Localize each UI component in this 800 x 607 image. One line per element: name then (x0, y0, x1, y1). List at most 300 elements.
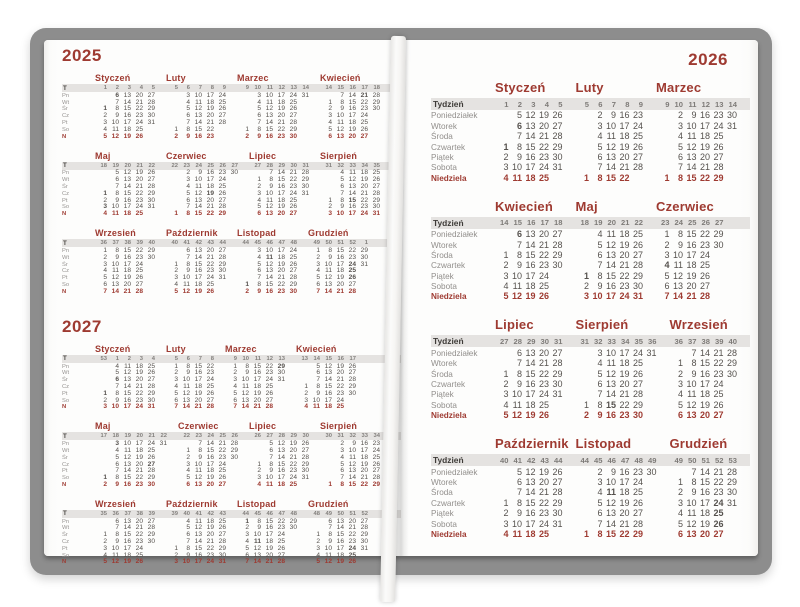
date-cell: 2 (503, 260, 509, 271)
date-cell: 6 (340, 182, 344, 190)
month-dates (576, 348, 657, 358)
week-number-row (62, 510, 401, 518)
date-cell: 1 (103, 105, 107, 113)
date-cell: 23 (713, 487, 724, 498)
day-row (431, 368, 750, 378)
day-label: Pt (62, 119, 68, 126)
month-column (670, 317, 738, 332)
week-label: Tydzień (433, 217, 464, 228)
date-cell: 22 (135, 531, 143, 539)
date-cell: 16 (605, 410, 616, 421)
date-cell: 11 (112, 125, 119, 133)
date-cell: 15 (348, 480, 356, 488)
year-title-2025: 2025 (62, 46, 102, 65)
week-number: 44 (242, 240, 249, 247)
date-cell: 22 (135, 105, 143, 113)
date-cell: 24 (360, 112, 368, 120)
date-cell: 14 (253, 558, 261, 566)
week-number: 42 (195, 240, 202, 247)
month-dates (576, 400, 657, 410)
date-cell: 26 (348, 274, 356, 282)
month-dates (95, 288, 155, 295)
date-cell: 13 (111, 280, 119, 288)
day-label: Wt (62, 525, 70, 532)
date-cell: 14 (277, 453, 285, 461)
date-cell: 16 (194, 369, 202, 377)
date-cell: 8 (186, 210, 190, 218)
date-cell (724, 529, 738, 539)
date-cell (643, 410, 657, 420)
date-cell: 8 (316, 382, 320, 390)
week-number: 36 (648, 336, 657, 346)
month-dates (576, 152, 644, 162)
date-cell: 20 (538, 120, 549, 131)
date-cell: 2 (677, 368, 683, 379)
date-cell: 25 (632, 487, 643, 498)
date-cell: 17 (525, 162, 536, 173)
date-cell: 16 (699, 487, 710, 498)
month-title: Czerwiec (656, 198, 714, 214)
date-cell: 22 (206, 210, 214, 218)
date-cell: 22 (206, 125, 214, 133)
date-cell: 18 (194, 382, 202, 390)
date-cell: 7 (316, 287, 320, 295)
date-cell: 14 (123, 382, 131, 390)
date-cell: 21 (713, 466, 724, 477)
calendar-band (62, 418, 401, 488)
date-cell: 8 (340, 196, 344, 204)
month-week-numbers (95, 240, 155, 246)
date-cell: 9 (677, 239, 683, 250)
month-dates (495, 508, 563, 518)
date-cell: 21 (686, 291, 697, 302)
week-number: 13 (301, 355, 308, 362)
left-page (44, 40, 401, 566)
date-cell: 4 (664, 260, 670, 271)
date-cell: 29 (552, 141, 563, 152)
date-cell: 15 (265, 280, 273, 288)
date-cell (576, 467, 590, 477)
week-number: 35 (100, 510, 107, 517)
date-cell: 13 (605, 508, 616, 519)
date-cell: 9 (186, 369, 190, 377)
date-cell: 12 (605, 239, 616, 250)
date-cell: 24 (289, 91, 297, 99)
month-title: Czerwiec (166, 150, 207, 161)
date-cell: 1 (316, 246, 320, 254)
date-cell: 4 (233, 382, 237, 390)
month-dates (95, 558, 155, 565)
week-number: 46 (266, 510, 273, 517)
date-cell: 3 (257, 474, 261, 482)
date-cell: 23 (713, 110, 724, 121)
date-cell: 10 (592, 291, 603, 302)
week-number: 39 (171, 510, 178, 517)
date-cell: 11 (606, 131, 616, 142)
week-number: 48 (313, 510, 320, 517)
date-cell (495, 229, 509, 239)
date-cell: 23 (277, 287, 285, 295)
day-label: Wtorek (431, 477, 457, 487)
date-cell: 9 (691, 110, 697, 121)
month-title-row (62, 341, 401, 354)
date-cell: 24 (135, 260, 143, 268)
date-cell: 7 (691, 466, 697, 477)
date-cell: 3 (257, 91, 261, 99)
date-cell: 27 (289, 210, 297, 218)
date-cell: 4 (677, 508, 683, 519)
date-cell: 9 (115, 196, 119, 204)
date-cell: 29 (277, 362, 285, 370)
date-cell: 1 (257, 460, 261, 468)
date-cell (656, 152, 670, 162)
week-number: 47 (621, 455, 630, 465)
date-cell: 14 (123, 98, 131, 106)
month-dates (576, 142, 644, 152)
date-cell: 16 (123, 253, 131, 261)
date-cell: 8 (328, 531, 332, 539)
month-column (495, 317, 563, 332)
date-cell: 1 (245, 517, 249, 525)
week-label: Tydzień (433, 336, 464, 347)
date-cell: 23 (206, 267, 214, 275)
date-cell: 10 (265, 246, 273, 254)
month-dates (576, 260, 644, 270)
date-cell: 8 (115, 246, 119, 254)
date-cell: 14 (194, 538, 202, 546)
date-cell: 11 (606, 229, 616, 240)
date-cell: 23 (360, 105, 368, 113)
date-cell: 2 (233, 369, 237, 377)
date-cell (155, 481, 167, 488)
date-cell (495, 240, 509, 250)
date-cell: 24 (336, 396, 344, 404)
week-number: 6 (598, 99, 603, 109)
date-cell: 10 (194, 176, 202, 184)
date-cell: 1 (328, 98, 332, 106)
date-cell: 3 (103, 544, 107, 552)
date-cell: 9 (340, 105, 344, 113)
date-cell: 5 (257, 260, 261, 268)
week-number: 46 (607, 455, 616, 465)
date-cell: 3 (340, 446, 344, 454)
date-cell: 29 (552, 249, 563, 260)
day-row (431, 250, 750, 260)
date-cell: 27 (135, 280, 143, 288)
month-dates (576, 379, 657, 389)
week-number: 23 (661, 218, 670, 228)
date-cell: 11 (673, 260, 683, 271)
date-cell: 11 (512, 528, 522, 539)
date-cell: 8 (677, 172, 683, 183)
date-cell: 7 (115, 98, 119, 106)
month-dates (656, 291, 724, 301)
date-cell: 27 (713, 410, 724, 421)
date-cell: 17 (277, 246, 285, 254)
date-cell: 10 (111, 544, 119, 552)
date-cell: 2 (583, 410, 589, 421)
date-cell: 28 (699, 291, 710, 302)
date-cell: 1 (503, 368, 509, 379)
date-cell: 19 (123, 132, 131, 140)
day-row (431, 529, 750, 539)
date-cell: 13 (123, 517, 131, 525)
date-cell: 1 (328, 480, 332, 488)
date-cell: 16 (194, 267, 202, 275)
week-number: 25 (688, 218, 697, 228)
date-cell: 26 (538, 410, 549, 421)
week-number: 33 (349, 162, 356, 169)
date-cell: 6 (516, 229, 522, 240)
date-cell: 13 (686, 151, 697, 162)
month-dates (576, 369, 657, 379)
date-cell: 13 (194, 112, 202, 120)
date-cell: 1 (103, 531, 107, 539)
date-cell: 19 (699, 399, 710, 410)
date-cell: 19 (619, 368, 630, 379)
month-dates (656, 240, 724, 250)
date-cell: 10 (111, 403, 119, 411)
day-label: Czwartek (431, 498, 466, 508)
date-cell: 12 (324, 362, 332, 370)
date-cell: 7 (597, 260, 603, 271)
day-label: Piątek (431, 152, 454, 162)
date-cell: 21 (713, 347, 724, 358)
month-title: Listopad (575, 436, 632, 452)
date-cell: 10 (605, 120, 616, 131)
date-cell: 18 (525, 172, 536, 183)
date-cell: 25 (265, 382, 273, 390)
week-number: 49 (648, 455, 657, 465)
week-number: 14 (313, 355, 320, 362)
date-cell: 28 (632, 389, 643, 400)
date-cell: 7 (186, 118, 190, 126)
date-cell: 8 (257, 280, 261, 288)
date-cell: 24 (206, 274, 214, 282)
day-row (431, 379, 750, 389)
date-cell: 8 (186, 125, 190, 133)
week-number: 20 (136, 433, 143, 440)
day-row (431, 487, 750, 497)
date-cell: 23 (289, 182, 297, 190)
month-column (495, 199, 563, 214)
date-cell: 4 (597, 229, 603, 240)
date-cell: 23 (206, 132, 214, 140)
month-week-numbers (576, 337, 657, 346)
day-label: N (62, 211, 67, 218)
date-cell (143, 210, 155, 217)
date-cell: 17 (123, 403, 131, 411)
date-cell: 31 (301, 91, 309, 99)
week-number: 9 (245, 85, 249, 91)
date-cell: 4 (597, 487, 603, 498)
month-dates (670, 529, 738, 539)
date-cell: 14 (348, 474, 356, 482)
date-cell: 26 (218, 474, 226, 482)
date-cell: 16 (206, 169, 214, 177)
date-cell: 6 (328, 132, 332, 140)
date-cell: 28 (218, 203, 226, 211)
date-cell: 3 (103, 260, 107, 268)
week-number: 36 (112, 510, 119, 517)
date-cell: 11 (112, 210, 119, 218)
date-cell: 15 (194, 125, 202, 133)
day-label: Pn (62, 247, 70, 254)
date-cell: 9 (516, 508, 522, 519)
date-cell: 13 (194, 531, 202, 539)
date-cell: 9 (115, 396, 119, 404)
date-cell: 11 (606, 358, 616, 369)
date-cell: 12 (123, 169, 131, 177)
day-label: Wtorek (431, 121, 457, 131)
date-cell: 9 (316, 389, 320, 397)
date-cell: 25 (218, 182, 226, 190)
date-cell: 1 (103, 474, 107, 482)
date-cell: 11 (349, 453, 356, 461)
date-cell: 30 (218, 551, 226, 559)
date-cell: 15 (686, 172, 697, 183)
date-cell: 14 (324, 376, 332, 384)
month-dates (495, 291, 563, 301)
date-cell: 9 (691, 487, 697, 498)
year-title-2026: 2026 (688, 50, 728, 69)
date-cell: 5 (233, 389, 237, 397)
day-label: Czwartek (431, 380, 466, 390)
day-row (431, 260, 750, 270)
month-dates (576, 131, 644, 141)
week-number: 11 (688, 99, 697, 109)
date-cell: 1 (103, 389, 107, 397)
date-cell: 13 (686, 410, 697, 421)
right-page (401, 40, 758, 556)
date-cell: 13 (686, 528, 697, 539)
date-cell: 28 (713, 162, 724, 173)
date-cell: 1 (103, 246, 107, 254)
month-dates (495, 467, 563, 477)
month-week-numbers (95, 433, 167, 439)
date-cell: 9 (198, 169, 202, 177)
date-cell: 26 (372, 176, 380, 184)
week-number: 43 (219, 510, 226, 517)
date-cell: 14 (686, 162, 697, 173)
week-number-row (62, 162, 401, 170)
day-label: Pn (62, 92, 70, 99)
date-cell: 12 (265, 203, 273, 211)
week-number: 16 (349, 85, 356, 91)
month-column (237, 228, 297, 238)
week-label: T (63, 355, 67, 363)
date-cell: 21 (194, 403, 202, 411)
date-cell: 8 (328, 246, 332, 254)
date-cell: 14 (265, 274, 273, 282)
date-cell: 28 (552, 487, 563, 498)
date-cell: 5 (174, 389, 178, 397)
date-cell: 16 (605, 281, 616, 292)
date-cell: 28 (265, 403, 273, 411)
date-cell: 27 (632, 379, 643, 390)
date-cell: 25 (360, 118, 368, 126)
date-cell: 6 (516, 347, 522, 358)
week-number: 40 (171, 240, 178, 247)
date-cell: 26 (218, 105, 226, 113)
week-number: 26 (219, 162, 226, 169)
date-cell: 11 (512, 281, 522, 292)
month-dates (656, 229, 724, 239)
date-cell: 25 (538, 281, 549, 292)
date-cell: 19 (253, 389, 261, 397)
date-cell: 17 (253, 376, 261, 384)
date-cell: 19 (336, 274, 344, 282)
date-cell: 19 (699, 141, 710, 152)
week-number: 32 (594, 336, 603, 346)
date-cell: 10 (265, 189, 273, 197)
day-label: Cz (62, 190, 70, 197)
date-cell: 25 (538, 399, 549, 410)
month-title: Kwiecień (296, 343, 337, 354)
date-cell (549, 410, 563, 420)
date-cell: 9 (269, 467, 273, 475)
day-label: Wt (62, 177, 70, 184)
date-cell: 26 (699, 270, 710, 281)
month-dates (670, 410, 738, 420)
week-number: 17 (100, 433, 107, 440)
date-cell: 19 (619, 141, 630, 152)
date-cell: 28 (348, 376, 356, 384)
month-title: Lipiec (249, 150, 277, 161)
date-cell: 29 (147, 105, 155, 113)
date-cell: 15 (123, 531, 131, 539)
date-cell: 20 (194, 396, 202, 404)
date-cell: 30 (372, 203, 380, 211)
date-cell: 13 (265, 267, 273, 275)
week-number: 40 (728, 336, 737, 346)
week-number: 36 (100, 240, 107, 247)
date-cell: 16 (123, 396, 131, 404)
date-cell: 3 (103, 403, 107, 411)
date-cell: 31 (360, 544, 368, 552)
date-cell: 24 (538, 270, 549, 281)
week-number: 45 (254, 510, 261, 517)
date-cell: 12 (525, 466, 536, 477)
week-number: 19 (112, 162, 119, 169)
date-cell: 25 (372, 169, 380, 177)
date-cell: 27 (218, 480, 226, 488)
date-cell: 30 (301, 182, 309, 190)
date-cell: 11 (124, 362, 131, 370)
date-cell: 6 (328, 517, 332, 525)
date-cell: 2 (245, 524, 249, 532)
date-cell: 14 (605, 518, 616, 529)
date-cell: 20 (135, 517, 143, 525)
month-dates (495, 487, 563, 497)
day-row (431, 410, 750, 420)
day-row (62, 288, 401, 295)
date-cell: 1 (583, 399, 589, 410)
date-cell: 28 (206, 403, 214, 411)
date-cell: 13 (605, 379, 616, 390)
week-number: 51 (337, 240, 344, 247)
date-cell: 28 (360, 524, 368, 532)
month-column (237, 73, 309, 83)
date-cell: 6 (516, 476, 522, 487)
date-cell (495, 110, 509, 120)
date-cell: 4 (316, 551, 320, 559)
date-cell: 25 (348, 267, 356, 275)
day-label: So (62, 475, 70, 482)
day-label: N (62, 481, 67, 488)
date-cell (643, 487, 657, 497)
date-cell (576, 477, 590, 487)
